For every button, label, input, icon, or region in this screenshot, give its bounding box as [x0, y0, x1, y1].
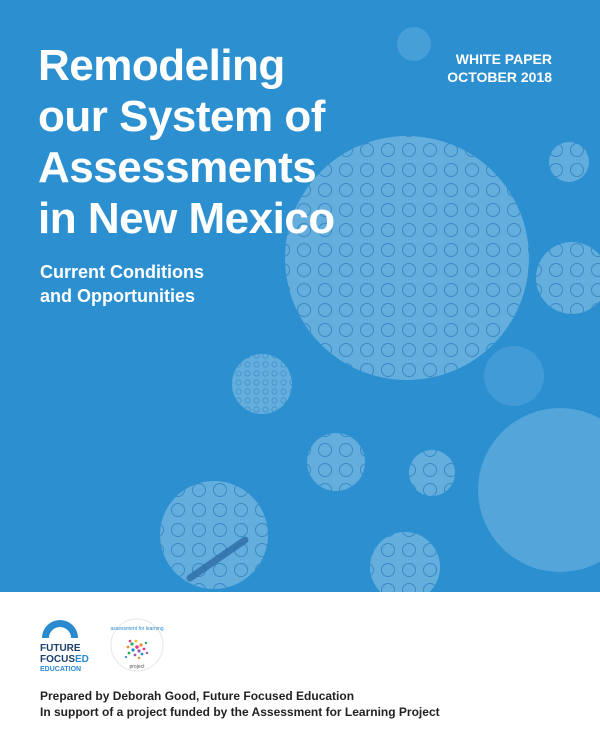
doc-type-label: WHITE PAPER	[455, 51, 552, 67]
logo-line-future: FUTURE	[40, 643, 81, 654]
document-subtitle	[40, 260, 204, 308]
document-title	[38, 40, 335, 244]
logo-line-ed: ED	[75, 653, 89, 665]
logo-sub-text: project	[129, 664, 145, 670]
future-focused-education-logo	[40, 617, 96, 676]
title-line: our System of	[38, 92, 325, 141]
support-line: In support of a project funded by the Assessment for Learning Project	[40, 704, 440, 719]
logo-ring-text: assessment for learning	[110, 626, 164, 632]
subtitle-line: and Opportunities	[40, 286, 195, 306]
publication-date: OCTOBER 2018	[447, 69, 552, 85]
assessment-for-learning-logo	[108, 616, 166, 674]
title-line: Assessments	[38, 143, 317, 192]
prepared-by-line: Prepared by Deborah Good, Future Focused Education	[40, 689, 355, 703]
title-line: Remodeling	[38, 41, 285, 90]
logo-line-focus: FOCUS	[40, 653, 75, 665]
half-circle-arc-icon	[40, 617, 80, 639]
logo-line-education: EDUCATION	[40, 666, 82, 673]
document-tag	[447, 50, 552, 86]
subtitle-line: Current Conditions	[40, 262, 204, 282]
title-line: in New Mexico	[38, 194, 335, 243]
credits	[40, 689, 440, 720]
